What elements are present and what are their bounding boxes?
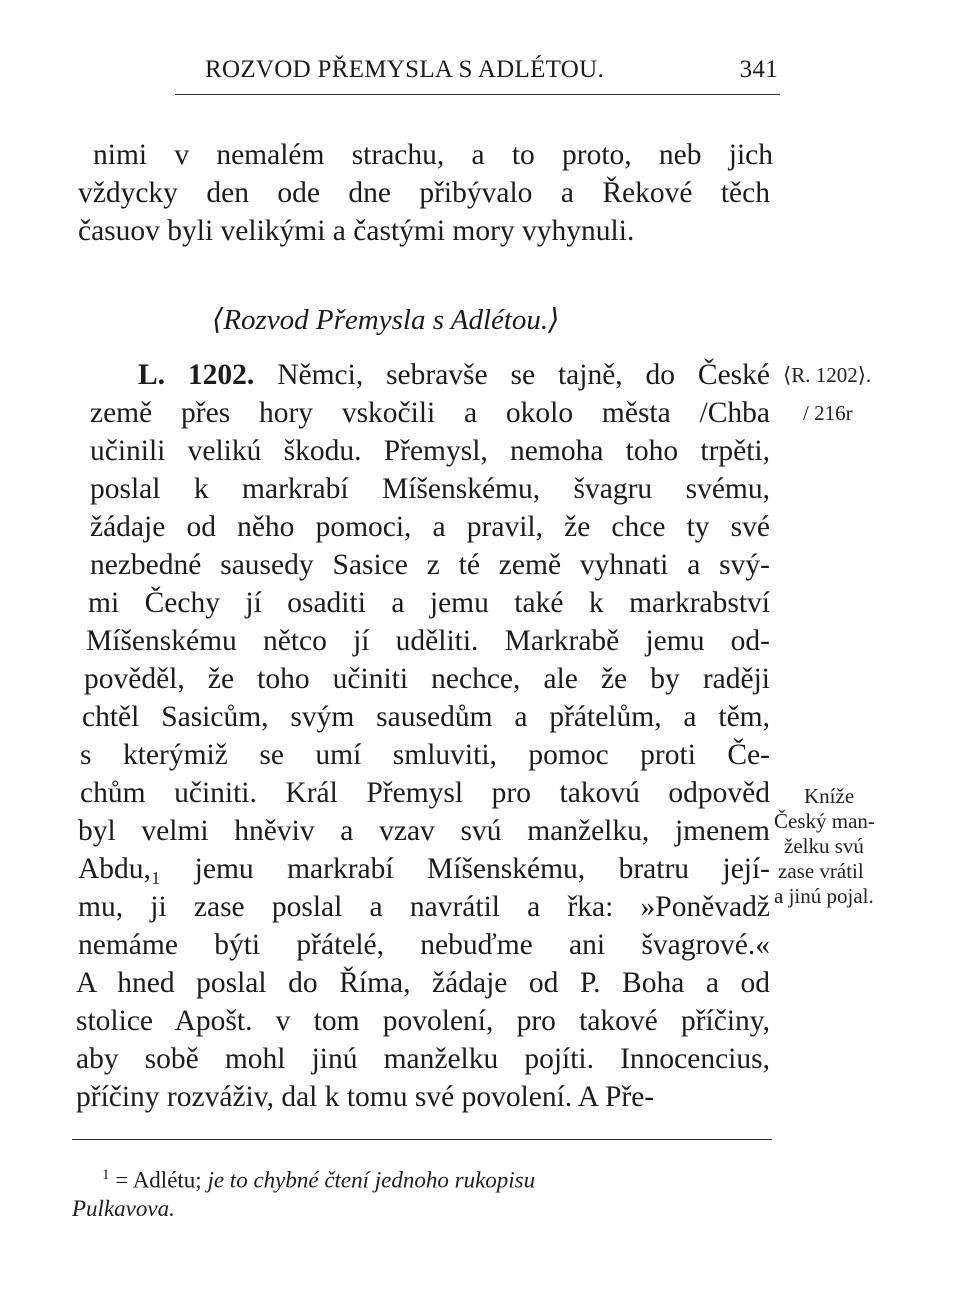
margin-note-line: zase vrátil [778, 859, 864, 883]
footnote-marker: 1 [102, 1167, 110, 1183]
text-line: časuov byli velikými a častými mory vyhynuli. [78, 215, 635, 247]
text-line: nezbedné sausedy Sasice z té země vyhnati a svý- [90, 549, 770, 581]
text-line: aby sobě mohl jinú manželku pojíti. Innocencius, [76, 1043, 770, 1075]
text-line: vždycky den ode dne přibývalo a Řekové těch [78, 177, 770, 209]
year-label: L. 1202. [138, 359, 255, 391]
margin-note [774, 784, 914, 909]
footnote-text-italic: je to chybné čtení jednoho rukopisu [207, 1167, 536, 1193]
running-title: ROZVOD PŘEMYSLA S ADLÉTOU. [205, 56, 605, 83]
margin-folio-reference: / 216r [803, 401, 853, 425]
page-number: 341 [739, 56, 778, 83]
text-line: byl velmi hněviv a vzav svú manželku, jmenem [78, 815, 770, 847]
text-line: učinili velikú škodu. Přemysl, nemoha toho trpěti, [90, 435, 770, 467]
text-line: pověděl, že toho učiniti nechce, ale že by raději [84, 663, 770, 695]
text-line: chtěl Sasicům, svým sausedům a přátelům, a těm, [82, 701, 770, 733]
text-line: mu, ji zase poslal a navrátil a řka: »Poněvadž [78, 891, 770, 923]
text-line: s kterýmiž se umí smluviti, pomoc proti Če- [80, 739, 770, 771]
text-line: stolice Apošt. v tom povolení, pro takové příčiny, [76, 1005, 770, 1037]
text-line: Abdu,₁ jemu markrabí Míšenskému, bratru její- [78, 853, 770, 885]
text-line: chům učiniti. Král Přemysl pro takovú odpověd [80, 777, 770, 809]
footnote-rule [72, 1139, 772, 1140]
margin-note-line: Kníže [804, 784, 855, 808]
footnote-text: = Adlétu; [109, 1167, 208, 1193]
footnote-text-italic: Pulkavova. [72, 1196, 175, 1221]
text-line: příčiny rozváživ, dal k tomu své povolení. A Pře- [76, 1081, 655, 1113]
text-line: nimi v nemalém strachu, a to proto, neb jich [93, 139, 773, 171]
text-line: země přes hory vskočili a okolo města /Chba [90, 397, 770, 429]
footnote-line [72, 1192, 772, 1226]
header-rule [175, 94, 780, 95]
text-line-first [138, 356, 770, 394]
running-header [175, 56, 780, 92]
margin-note-line: želku svú [784, 834, 864, 858]
section-heading: ⟨Rozvod Přemysla s Adlétou.⟩ [212, 304, 560, 336]
text-line: mi Čechy jí osaditi a jemu také k markrabství [88, 587, 770, 619]
text-line: Míšenskému nětco jí uděliti. Markrabě jemu od- [86, 625, 770, 657]
margin-year-reference: ⟨R. 1202⟩. [783, 363, 872, 387]
margin-note-line: Český man- [774, 809, 875, 833]
text-line: poslal k markrabí Míšenskému, švagru svému, [90, 473, 770, 505]
margin-note-line: a jinú pojal. [774, 884, 874, 908]
text-fragment: Němci, sebravše se tajně, do České [277, 359, 770, 391]
text-line: žádaje od něho pomoci, a pravil, že chce ty své [90, 511, 770, 543]
text-line: nemáme býti přátelé, nebuďme ani švagrové.« [78, 929, 770, 961]
text-line: A hned poslal do Říma, žádaje od P. Boha a od [76, 967, 770, 999]
